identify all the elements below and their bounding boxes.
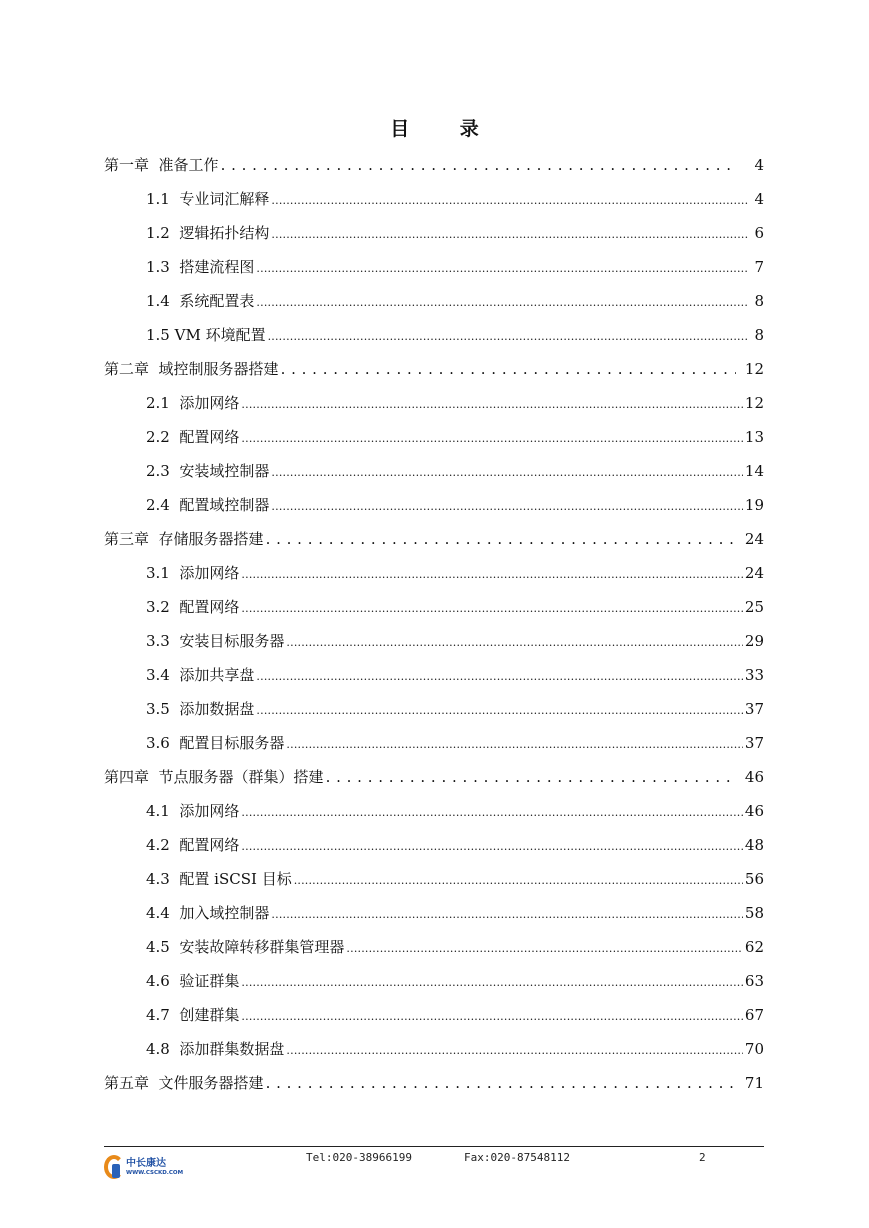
toc-entry-number: 1.5 [146, 326, 175, 344]
toc-entry-number: 1.2 [146, 224, 180, 242]
toc-page-number: 37 [744, 734, 764, 752]
toc-entry-title: 添加网络 [179, 802, 240, 820]
toc-dot-leader [271, 182, 748, 218]
toc-dot-leader [256, 250, 748, 286]
toc-page-number: 48 [744, 836, 764, 854]
toc-entry-number: 4.8 [146, 1040, 180, 1058]
toc-dot-leader [268, 318, 748, 354]
toc-entry-number: 4.2 [146, 836, 180, 854]
toc-entry-title: 逻辑拓扑结构 [179, 224, 270, 242]
toc-dot-leader [256, 692, 742, 728]
footer-page-number: 2 [699, 1151, 706, 1164]
toc-page-number: 63 [744, 972, 764, 990]
toc-entry-title: 配置目标服务器 [179, 734, 285, 752]
toc-entry-number: 第四章 [104, 768, 159, 786]
toc-chapter-entry[interactable] [104, 522, 764, 556]
toc-dot-leader [241, 998, 742, 1034]
toc-entry-title: 添加网络 [179, 564, 240, 582]
toc-section-entry[interactable] [146, 556, 764, 590]
toc-page-number: 4 [754, 190, 764, 208]
toc-page-number: 8 [754, 292, 764, 310]
toc-chapter-entry[interactable] [104, 352, 764, 386]
toc-entry-number: 第五章 [104, 1074, 159, 1092]
toc-page-number: 12 [744, 360, 764, 378]
toc-entry-title: 配置网络 [179, 836, 240, 854]
toc-section-entry[interactable] [146, 182, 764, 216]
toc-entry-number: 3.3 [146, 632, 180, 650]
toc-section-entry[interactable] [146, 964, 764, 998]
toc-entry-number: 3.2 [146, 598, 180, 616]
toc-dot-leader [286, 1032, 742, 1068]
toc-dot-leader [271, 896, 742, 932]
toc-section-entry[interactable] [146, 1032, 764, 1066]
toc-dot-leader [241, 386, 742, 422]
toc-dot-leader [326, 760, 736, 794]
toc-chapter-entry[interactable] [104, 1066, 764, 1100]
toc-page-number: 8 [754, 326, 764, 344]
toc-entry-title: 专业词汇解释 [179, 190, 270, 208]
toc-dot-leader [294, 862, 743, 898]
toc-entry-title: 加入域控制器 [179, 904, 270, 922]
toc-entry-title: 安装域控制器 [179, 462, 270, 480]
toc-entry-title: 添加数据盘 [179, 700, 255, 718]
toc-page-number: 7 [754, 258, 764, 276]
toc-entry-number: 2.3 [146, 462, 180, 480]
toc-section-entry[interactable] [146, 318, 764, 352]
toc-dot-leader [221, 148, 736, 182]
toc-page-number: 13 [744, 428, 764, 446]
toc-entry-title: 安装目标服务器 [179, 632, 285, 650]
toc-section-entry[interactable] [146, 488, 764, 522]
toc-page-number: 12 [744, 394, 764, 412]
toc-entry-title: 域控制服务器搭建 [158, 360, 279, 378]
footer-tel: Tel:020-38966199 [306, 1151, 412, 1164]
toc-entry-title: 准备工作 [158, 156, 219, 174]
toc-dot-leader [256, 284, 748, 320]
toc-section-entry[interactable] [146, 794, 764, 828]
toc-dot-leader [271, 216, 748, 252]
toc-dot-leader [256, 658, 742, 694]
footer-fax: Fax:020-87548112 [464, 1151, 570, 1164]
toc-section-entry[interactable] [146, 862, 764, 896]
toc-section-entry[interactable] [146, 726, 764, 760]
toc-entry-number: 1.1 [146, 190, 180, 208]
toc-entry-title: 安装故障转移群集管理器 [179, 938, 345, 956]
toc-page-number: 24 [744, 530, 764, 548]
toc-dot-leader [241, 828, 742, 864]
toc-entry-number: 4.5 [146, 938, 180, 956]
toc-page-number: 58 [744, 904, 764, 922]
toc-section-entry[interactable] [146, 828, 764, 862]
toc-dot-leader [266, 522, 736, 556]
toc-dot-leader [271, 488, 742, 524]
toc-entry-title: 搭建流程图 [179, 258, 255, 276]
toc-section-entry[interactable] [146, 454, 764, 488]
toc-entry-title: 验证群集 [179, 972, 240, 990]
logo-website: WWW.CSCKD.COM [126, 1170, 184, 1176]
toc-entry-number: 第三章 [104, 530, 159, 548]
toc-entry-title: 添加群集数据盘 [179, 1040, 285, 1058]
toc-section-entry[interactable] [146, 624, 764, 658]
toc-page-number: 62 [744, 938, 764, 956]
toc-chapter-entry[interactable] [104, 148, 764, 182]
toc-page-number: 67 [744, 1006, 764, 1024]
toc-page-number: 19 [744, 496, 764, 514]
toc-entry-number: 4.6 [146, 972, 180, 990]
toc-page-number: 71 [744, 1074, 764, 1092]
toc-page-number: 4 [754, 156, 764, 174]
toc-entry-number: 第一章 [104, 156, 159, 174]
toc-chapter-entry[interactable] [104, 760, 764, 794]
toc-section-entry[interactable] [146, 930, 764, 964]
toc-entry-title: 节点服务器（群集）搭建 [158, 768, 324, 786]
toc-section-entry[interactable] [146, 216, 764, 250]
toc-dot-leader [241, 420, 742, 456]
toc-dot-leader [281, 352, 736, 386]
toc-entry-number: 4.3 [146, 870, 180, 888]
toc-entry-title: 存储服务器搭建 [158, 530, 264, 548]
toc-page-number: 24 [744, 564, 764, 582]
toc-entry-title: 创建群集 [179, 1006, 240, 1024]
footer-divider [104, 1146, 764, 1147]
toc-entry-title: 配置网络 [179, 598, 240, 616]
toc-entry-number: 3.5 [146, 700, 180, 718]
toc-page-number: 56 [744, 870, 764, 888]
toc-entry-title: 系统配置表 [179, 292, 255, 310]
toc-entry-number: 4.7 [146, 1006, 180, 1024]
toc-entry-number: 4.1 [146, 802, 180, 820]
toc-section-entry[interactable] [146, 658, 764, 692]
toc-entry-number: 4.4 [146, 904, 180, 922]
toc-page-number: 6 [754, 224, 764, 242]
toc-section-entry[interactable] [146, 998, 764, 1032]
toc-entry-number: 第二章 [104, 360, 159, 378]
toc-entry-number: 2.1 [146, 394, 180, 412]
toc-entry-title: 配置域控制器 [179, 496, 270, 514]
company-logo [104, 1152, 184, 1184]
toc-dot-leader [286, 624, 742, 660]
toc-dot-leader [241, 964, 742, 1000]
toc-dot-leader [241, 590, 742, 626]
toc-entry-number: 3.6 [146, 734, 180, 752]
toc-page-number: 46 [744, 768, 764, 786]
toc-dot-leader [241, 556, 742, 592]
toc-page-number: 70 [744, 1040, 764, 1058]
toc-entry-number: 1.3 [146, 258, 180, 276]
toc-entry-title: 添加共享盘 [179, 666, 255, 684]
toc-section-entry[interactable] [146, 284, 764, 318]
page-title: 目 录 [390, 118, 501, 140]
toc-page-number: 25 [744, 598, 764, 616]
toc-dot-leader [241, 794, 742, 830]
toc-page-number: 29 [744, 632, 764, 650]
toc-entry-number: 1.4 [146, 292, 180, 310]
toc-section-entry[interactable] [146, 250, 764, 284]
toc-entry-title: VM 环境配置 [174, 326, 266, 344]
toc-entry-number: 3.4 [146, 666, 180, 684]
toc-dot-leader [346, 930, 742, 966]
toc-page-number: 46 [744, 802, 764, 820]
toc-section-entry[interactable] [146, 386, 764, 420]
toc-section-entry[interactable] [146, 590, 764, 624]
toc-page-number: 14 [744, 462, 764, 480]
toc-section-entry[interactable] [146, 420, 764, 454]
toc-entry-title: 配置网络 [179, 428, 240, 446]
toc-entry-title: 添加网络 [179, 394, 240, 412]
toc-page-number: 33 [744, 666, 764, 684]
toc-dot-leader [286, 726, 742, 762]
toc-section-entry[interactable] [146, 896, 764, 930]
toc-dot-leader [271, 454, 742, 490]
toc-section-entry[interactable] [146, 692, 764, 726]
toc-entry-number: 2.4 [146, 496, 180, 514]
toc-entry-title: 文件服务器搭建 [158, 1074, 264, 1092]
toc-page-number: 37 [744, 700, 764, 718]
toc-entry-number: 2.2 [146, 428, 180, 446]
toc-dot-leader [266, 1066, 736, 1100]
toc-entry-number: 3.1 [146, 564, 180, 582]
toc-entry-title: 配置 iSCSI 目标 [179, 870, 292, 888]
logo-name: 中长康达 [126, 1158, 166, 1169]
